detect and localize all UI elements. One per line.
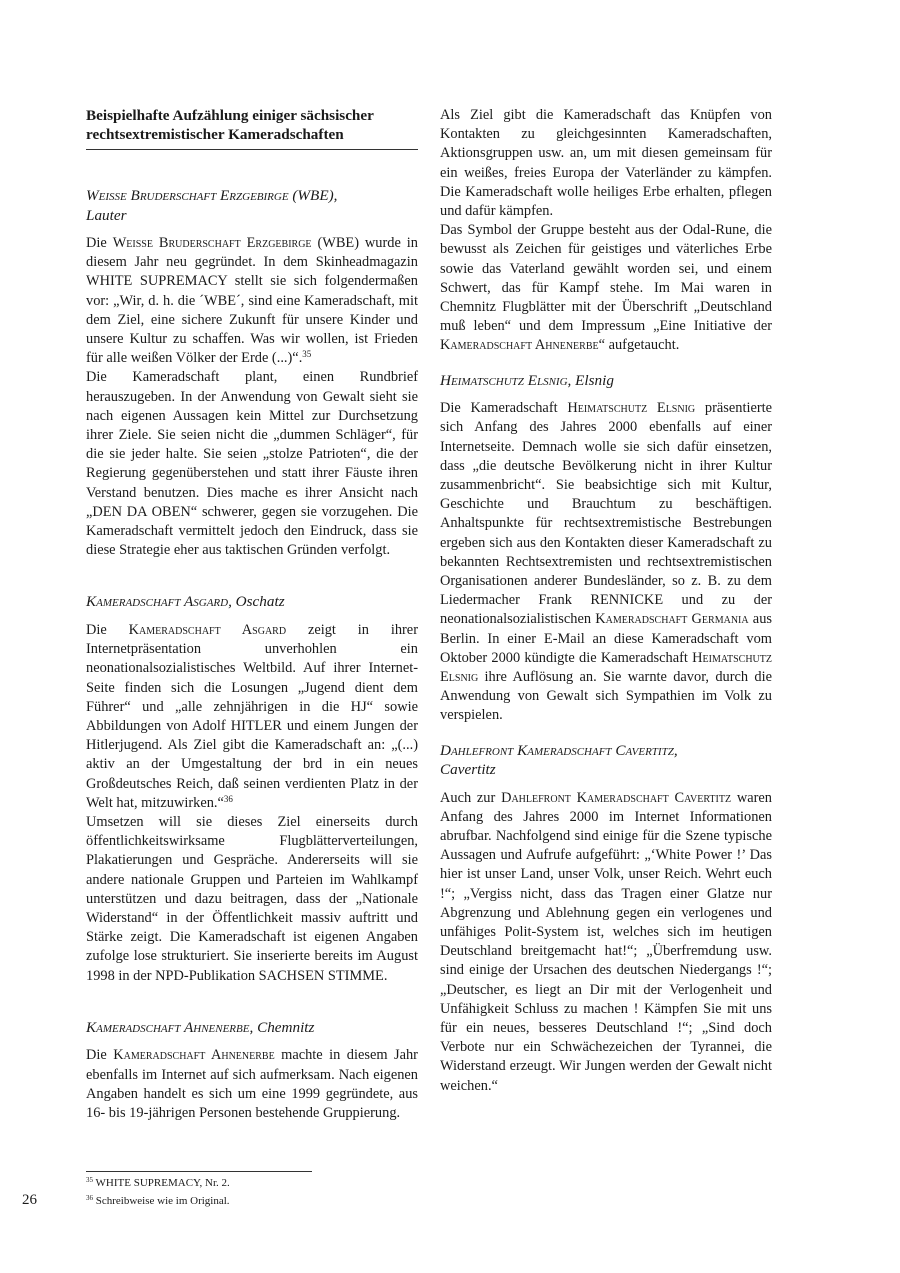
asgard-org-name: Kameradschaft Asgard xyxy=(128,621,287,638)
page-number: 26 xyxy=(22,1192,37,1208)
footnote-35: $^{35}$ WHITE SUPREMACY, Nr. 2. xyxy=(86,1176,230,1189)
wbe-heading xyxy=(86,186,418,225)
heimatschutz-paragraph: Die Kameradschaft Heimatschutz Elsnig präsentierte sich Anfang des Jahres 2000 ebenfalls auf einer Internetseite. Demnach wolle sie sich dafür einsetzen, dass „die deutsche Bevölkerung nicht in ihrer Kultur zusammenbricht“. Sie beabsichtige sich mit Kultur, Geschichte und Brauchtum zu beschäftigen. Anhaltspunkte für rechtsextremistische Bestrebungen ergeben sich aus den Kontakten dieser Kameradschaft zu bekannten Rechtsextremisten und rechtsextremistischen Organisationen anderer Bundesländer, so z. B. zu dem Liedermacher Frank RENNICKE und zu der neonationalsozialistischen Kameradschaft Germania aus Berlin. In einer E-Mail an diese Kameradschaft vom Oktober 2000 kündigte die Kameradschaft Heimatschutz Elsnig ihre Auflösung an. Sie warnte davor, durch die Anwendung von Gewalt sich Sympathien im Volk zu verspielen. xyxy=(440,400,773,724)
ahnenerbe-place: Chemnitz xyxy=(257,1018,315,1036)
dahlefront-org-name: Dahlefront Kameradschaft Cavertitz xyxy=(501,789,732,806)
section-heading: Beispielhafte Aufzählung einiger sächsischer rechtsextremistischer Kameradschaften xyxy=(86,107,374,143)
wbe-name: Weiße Bruderschaft Erzgebirge (WBE), xyxy=(86,187,338,204)
left-column xyxy=(86,106,418,1123)
right-column xyxy=(440,106,772,1096)
asgard-paragraph-2: Umsetzen will sie dieses Ziel einerseits durch öffentlichkeitswirksame Flugblätterverteilungen, Plakatierungen und Gespräche. Andererseits will sie andere nationale Gruppen und Parteien im Wahlkampf unterstützen und dazu beitragen, dass der „Nationale Widerstand“ in der Öffentlichkeit massiv auftritt und Stärke zeigt. Die Kameradschaft ist eigenen Angaben zufolge lose strukturiert. Sie inserierte bereits im August 1998 in der NPD-Publikation SACHSEN STIMME. xyxy=(86,813,418,984)
heimatschutz-name: Heimatschutz Elsnig, xyxy=(440,371,572,389)
ahnenerbe-paragraph-1a: Die Kameradschaft Ahnenerbe machte in diesem Jahr ebenfalls im Internet auf sich aufmerksam. Nach eigenen Angaben handelt es sich um eine 1999 gegründete, aus 16- bis 19-jährigen Personen bestehende Gruppierung. xyxy=(86,1047,418,1121)
heimatschutz-org-name: Heimatschutz Elsnig xyxy=(567,400,696,417)
wbe-paragraph-1: Die Weiße Bruderschaft Erzgebirge (WBE) wurde in diesem Jahr neu gegründet. In dem Skinheadmagazin WHITE SUPREMACY stellt sie sich folgendermaßen vor: „Wir, d. h. die ´WBE´, sind eine Kameradschaft, mit dem Ziel, eine sichere Zukunft für unsere Kinder und unsere Kultur zu schaffen. Was wir wollen, ist Frieden für alle weißen Völker der Erde (...)“.$^{35}$ xyxy=(86,235,418,367)
asgard-heading xyxy=(86,592,418,612)
footnote-ref-35[interactable]: 35 xyxy=(302,349,312,360)
germania-org-name: Kameradschaft Germania xyxy=(595,611,749,628)
footnote-ref-36[interactable]: 36 xyxy=(223,793,233,804)
wbe-org-name: Weiße Bruderschaft Erzgebirge xyxy=(112,235,312,251)
dahlefront-paragraph: Auch zur Dahlefront Kameradschaft Cavertitz waren Anfang des Jahres 2000 im Internet Informationen abrufbar. Nachfolgend sind einige für die Szene typische Aussagen und Aufrufe aufgeführt: „‘White Power !’ Das hier ist unser Land, unser Volk, unser Reich. Wehrt euch !“; „Vergiss nicht, dass das Tragen einer Glatze nur Abgrenzung und Ablehnung gegen ein verlogenes und unfähiges Polit-System ist, welches sich im heutigen Deutschland breitgemacht hat!“; „Überfremdung usw. sind einige der Ursachen des deutschen Niedergangs !“; „Deutscher, es liegt an Dir mit der Verlogenheit und Unfähigkeit Schluss zu machen ! Kämpfen Sie mit uns für ein neues, besseres Deutschland !“; „Sind doch Verbote nur ein Schwächezeichen der Tyrannei, die Widerstand erzeugt. Wir Jungen werden der Gewalt nicht weichen.“ xyxy=(440,789,772,1094)
ahnenerbe-heading xyxy=(86,1018,418,1038)
dahlefront-name: Dahlefront Kameradschaft Cavertitz, xyxy=(440,741,678,759)
dahlefront-place: Cavertitz xyxy=(440,761,496,779)
ahnenerbe-paragraph-2: Als Ziel gibt die Kameradschaft das Knüpfen von Kontakten zu gleichgesinnten Kameradschaften, Aktionsgruppen usw. an, um mit diesen gemeinsam für ein weißes, freies Europa der Vaterländer zu kämpfen. Die Kameradschaft wolle heiliges Erbe erhalten, pflegen und dafür kämpfen. xyxy=(440,107,772,220)
section-heading-box xyxy=(86,106,418,150)
ahnenerbe-paragraph-3: Das Symbol der Gruppe besteht aus der Odal-Rune, die bewusst als Zeichen für geistiges und väterliches Erbe sowie das Vaterland gewählt worden sei, und einem Schwert, das für Kampf stehe. Im Mai waren in Chemnitz Flugblätter mit der Überschrift „Deutschland muß leben“ und dem Impressum „Eine Initiative der Kameradschaft Ahnenerbe“ aufgetaucht. xyxy=(440,222,772,354)
heimatschutz-org-name-2: Heimatschutz Elsnig xyxy=(440,649,772,685)
heimatschutz-heading xyxy=(440,371,772,391)
ahnenerbe-org-name-2: Kameradschaft Ahnenerbe xyxy=(440,337,599,354)
ahnenerbe-org-name: Kameradschaft Ahnenerbe xyxy=(113,1047,275,1064)
footnote-36: $^{36}$ Schreibweise wie im Original. xyxy=(86,1194,230,1207)
asgard-paragraph-1: Die Kameradschaft Asgard zeigt in ihrer Internetpräsentation unverhohlen ein neonationalsozialistisches Weltbild. Auf ihrer Internet-Seite finden sich die Losungen „Jugend dient dem Führer“ und „alle zehnjährigen in die HJ“ sowie Abbildungen von Adolf HITLER und einem Jungen der Hitlerjugend. Als Ziel gibt die Kameradschaft an: „(...) aktiv an der Umgestaltung der brd in ein neues Großdeutsches Reich, daß seinen verdienten Platz in der Welt hat, mitzuwirken.“$^{36}$ xyxy=(86,621,418,811)
footnote-divider xyxy=(86,1171,312,1172)
wbe-paragraph-2: Die Kameradschaft plant, einen Rundbrief herauszugeben. In der Anwendung von Gewalt sieht sie nach eigenen Aussagen kein Mittel zur Durchsetzung ihrer Ziele. Sie seien nicht die „dummen Schläger“, für die sie jeder halte. Sie seien „stolze Patrioten“, die der Regierung gegenüberstehen und statt ihrer Fäuste ihren Verstand benutzen. Dies mache es ihrer Ansicht nach „DEN DA OBEN“ schwerer, gegen sie vorzugehen. Die Kameradschaft vermittelt jedoch den Eindruck, dass sie diese Strategie eher aus taktischen Gründen verfolgt. xyxy=(86,369,418,559)
ahnenerbe-name: Kameradschaft Ahnenerbe, xyxy=(86,1018,254,1036)
dahlefront-heading xyxy=(440,741,772,780)
wbe-place: Lauter xyxy=(86,206,127,224)
heimatschutz-place: Elsnig xyxy=(575,371,614,389)
asgard-place: Oschatz xyxy=(235,593,285,611)
asgard-name: Kameradschaft Asgard, xyxy=(86,593,232,611)
